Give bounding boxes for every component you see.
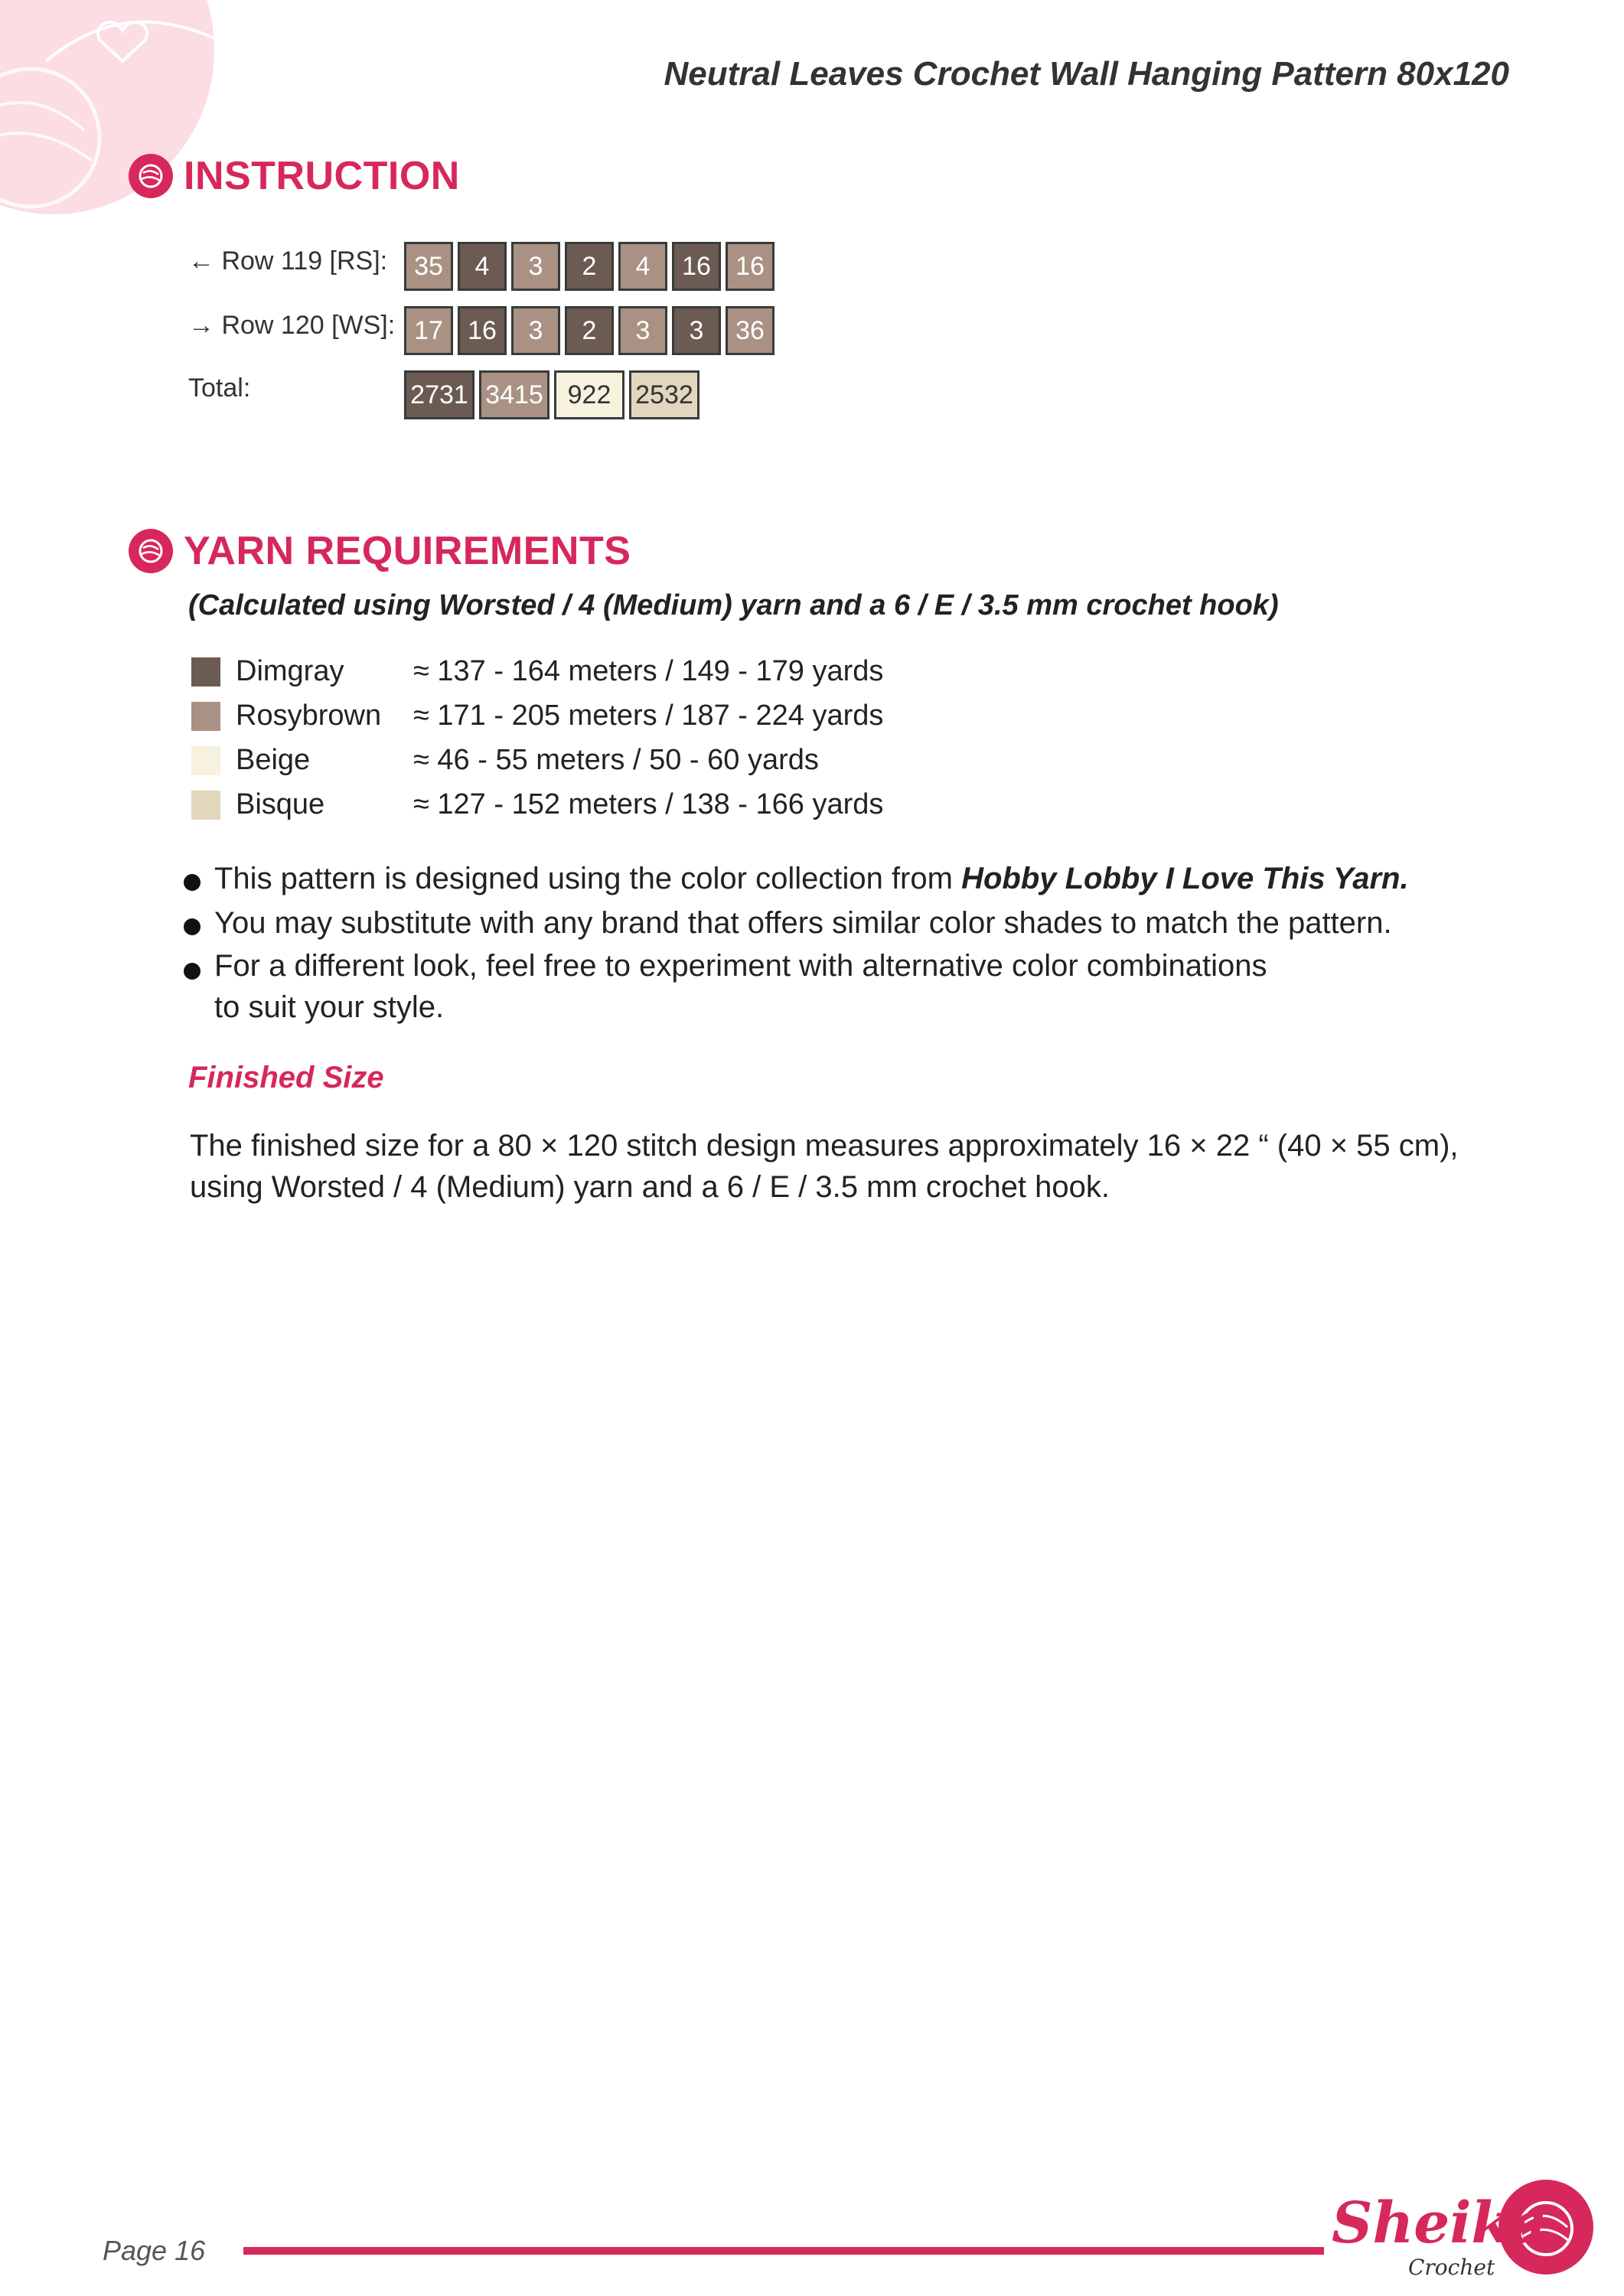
bullet-text: For a different look, feel free to experiment with alternative color combinations [214,949,1267,983]
stitch-count-cell: 16 [672,242,721,291]
footer-divider [243,2247,1324,2255]
color-swatch [191,702,220,731]
yarn-amount: ≈ 137 - 164 meters / 149 - 179 yards [413,655,884,687]
row-120-cells [404,306,779,355]
yarn-amount: ≈ 46 - 55 meters / 50 - 60 yards [413,744,819,776]
total-cells [404,370,704,419]
stitch-count-cell: 2 [565,306,614,355]
yarn-subtitle: (Calculated using Worsted / 4 (Medium) yarn and a 6 / E / 3.5 mm crochet hook) [188,589,1279,621]
stitch-count-cell: 17 [404,306,453,355]
yarn-item [191,788,883,821]
yarn-title: YARN REQUIREMENTS [184,529,631,573]
total-label: Total: [188,373,251,403]
finished-size-text: The finished size for a 80 × 120 stitch design measures approximately 16 × 22 “ (40 × 55 cm), using Worsted / 4 (Medium) yarn and a 6 / E / 3.5 mm crochet hook. [190,1129,1459,1204]
instruction-heading [129,153,460,199]
bullet-item [184,906,1392,941]
color-swatch [191,746,220,775]
bullet-item [184,951,1267,1028]
brand-logo [1324,2174,1600,2288]
stitch-count-cell: 2532 [629,370,699,419]
bullet-text: You may substitute with any brand that offers similar color shades to match the pattern. [214,906,1392,940]
document-title: Neutral Leaves Crochet Wall Hanging Pattern 80x120 [664,55,1509,93]
stitch-count-cell: 4 [458,242,507,291]
yarn-amount: ≈ 127 - 152 meters / 138 - 166 yards [413,788,884,820]
stitch-count-cell: 16 [458,306,507,355]
yarn-item [191,655,883,688]
stitch-count-cell: 3 [511,306,560,355]
yarn-item [191,744,819,777]
page-number: Page 16 [103,2235,206,2266]
stitch-count-cell: 4 [618,242,667,291]
stitch-count-cell: 3 [618,306,667,355]
stitch-count-cell: 3415 [479,370,549,419]
yarn-name: Bisque [236,788,325,820]
stitch-count-cell: 3 [511,242,560,291]
row-119-label: ← Row 119 [RS]: [188,246,388,276]
stitch-count-cell: 2731 [404,370,474,419]
bullet-text: This pattern is designed using the color collection from [214,862,962,895]
instruction-title: INSTRUCTION [184,154,460,198]
yarn-item [191,700,883,732]
yarn-name: Beige [236,744,311,776]
bullet-dot [184,963,201,980]
finished-size-title: Finished Size [188,1061,384,1094]
yarn-heading [129,528,631,574]
brand-wordmark: Sheika [1332,2190,1547,2256]
bullet-dot [184,874,201,891]
stitch-count-cell: 36 [726,306,774,355]
yarn-name: Rosybrown [236,700,382,732]
stitch-count-cell: 35 [404,242,453,291]
stitch-count-cell: 3 [672,306,721,355]
stitch-count-cell: 922 [554,370,624,419]
color-swatch [191,791,220,820]
bullet-dot [184,918,201,935]
brand-name: Hobby Lobby I Love This Yarn. [961,862,1409,895]
stitch-count-cell: 2 [565,242,614,291]
stitch-count-cell: 16 [726,242,774,291]
yarn-ball-icon [129,154,173,198]
row-120-label: → Row 120 [WS]: [188,311,396,340]
bullet-item [184,862,1409,896]
yarn-ball-icon [129,529,173,573]
row-119-cells [404,242,779,291]
color-swatch [191,657,220,687]
brand-subtitle: Crochet [1408,2255,1495,2280]
bullet-text: to suit your style. [214,990,445,1024]
yarn-amount: ≈ 171 - 205 meters / 187 - 224 yards [413,700,884,732]
yarn-name: Dimgray [236,655,344,687]
